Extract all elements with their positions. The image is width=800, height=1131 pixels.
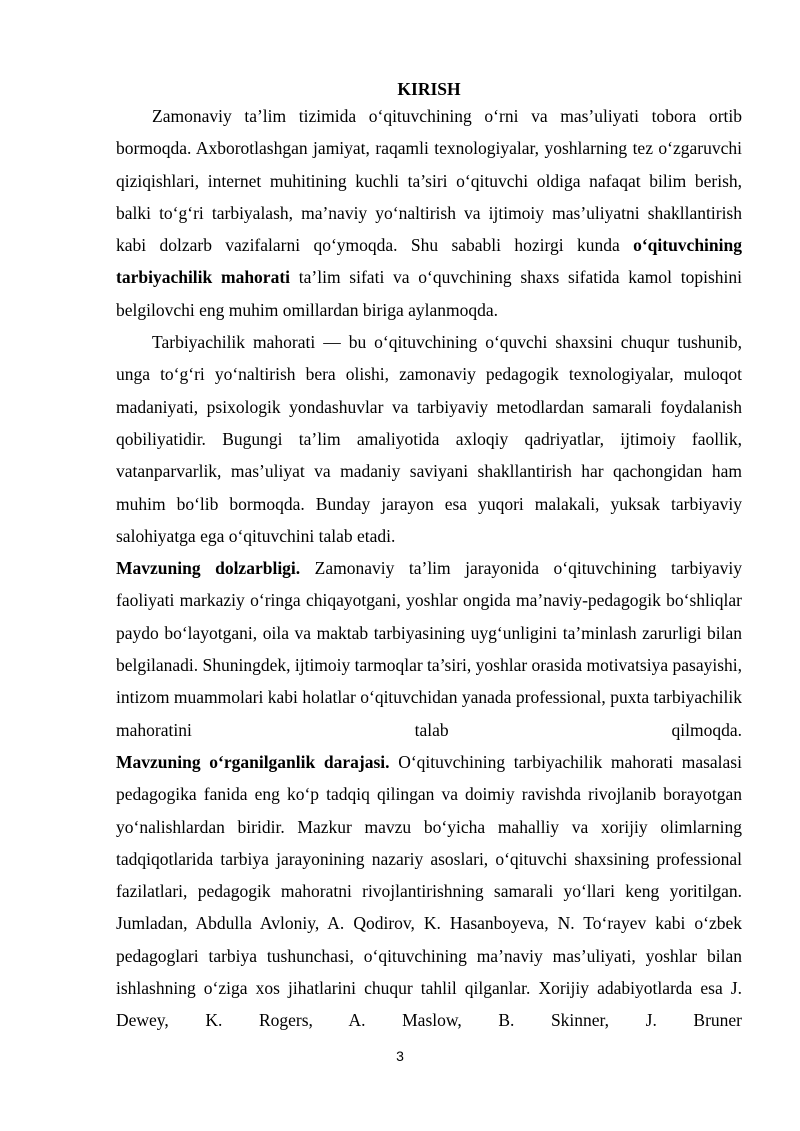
page-number: 3 <box>396 1048 404 1064</box>
relevance-text: Zamonaviy ta’lim jarayonida o‘qituvchining tarbiyaviy faoliyati markaziy o‘ringa chiqayotgani, yoshlar ongida ma’naviy-pedagogik bo‘shliqlar paydo bo‘layotgani, oila va maktab tarbiyasining uyg‘unligini ta’minlash zarurligi bilan belgilanadi. Shuningdek, ijtimoiy tarmoqlar ta’siri, yoshlar orasida motivatsiya pasayishi, intizom muammolari kabi holatlar o‘qituvchidan yanada professional, puxta tarbiyachilik mahoratini talab qilmoqda. <box>116 558 743 740</box>
study-level-heading: Mavzuning o‘rganilganlik darajasi. <box>116 751 390 772</box>
intro-paragraph-1 <box>116 100 742 326</box>
study-level-paragraph <box>116 746 742 1037</box>
intro-paragraph-2: Tarbiyachilik mahorati — bu o‘qituvchining o‘quvchi shaxsini chuqur tushunib, unga to‘g‘ri yo‘naltirish bera olishi, zamonaviy pedagogik texnologiyalar, muloqot madaniyati, psixologik yondashuvlar va tarbiyaviy metodlardan samarali foydalanish qobiliyatidir. Bugungi ta’lim amaliyotida axloqiy qadriyatlar, ijtimoiy faollik, vatanparvarlik, mas’uliyat va madaniy saviyani shakllantirish har qachongidan ham muhim bo‘lib bormoqda. Bunday jarayon esa yuqori malakali, yuksak tarbiyaviy salohiyatga ega o‘qituvchini talab etadi. <box>116 332 742 546</box>
intro-text-end: ta’lim sifati va o‘quvchining shaxs sifatida kamol topishini belgilovchi eng muhim omillardan biriga aylanmoqda. <box>116 267 742 320</box>
study-level-text: O‘qituvchining tarbiyachilik mahorati masalasi pedagogika fanida eng ko‘p tadqiq qilingan va doimiy ravishda rivojlanib borayotgan yo‘nalishlardan biridir. Mazkur mavzu bo‘yicha mahalliy va xorijiy olimlarning tadqiqotlarida tarbiya jarayonining nazariy asoslari, o‘qituvchi shaxsining professional fazilatlari, pedagogik mahoratni rivojlantirishning samarali yo‘llari keng yoritilgan. Jumladan, Abdulla Avloniy, A. Qodirov, K. Hasanboyeva, N. To‘rayev kabi o‘zbek pedagoglari tarbiya tushunchasi, o‘qituvchining ma’naviy mas’uliyati, yoshlar bilan ishlashning o‘ziga xos jihatlarini chuqur tahlil qilganlar. Xorijiy adabiyotlarda esa J. Dewey, K. Rogers, A. Maslow, B. Skinner, J. Bruner <box>116 751 742 1031</box>
section-title: KIRISH <box>397 79 461 99</box>
relevance-heading: Mavzuning dolzarbligi. <box>116 558 301 579</box>
intro-text: Zamonaviy ta’lim tizimida o‘qituvchining o‘rni va mas’uliyati tobora ortib bormoqda. Axborotlashgan jamiyat, raqamli texnologiyalar, yoshlarning tez o‘zgaruvchi qiziqishlari, internet muhitining kuchli ta’siri o‘qituvchi oldiga nafaqat bilim berish, balki to‘g‘ri tarbiyalash, ma’naviy yo‘naltirish va ijtimoiy mas’uliyatni shakllantirish kabi dolzarb vazifalarni qo‘ymoqda. Shu sababli hozirgi kunda <box>116 106 742 256</box>
page-content <box>116 78 742 1037</box>
intro-bold-phrase: o‘qituvchining tarbiyachilik mahorati <box>116 235 742 288</box>
relevance-paragraph <box>116 552 742 746</box>
